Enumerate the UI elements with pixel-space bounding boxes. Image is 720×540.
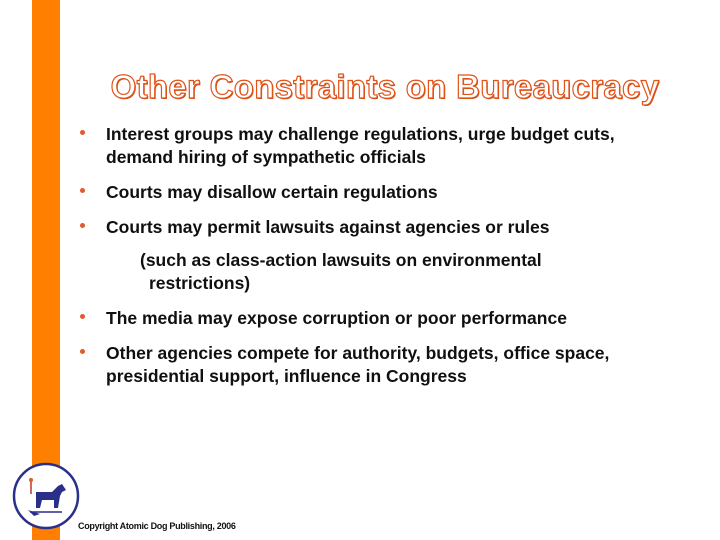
copyright-text: Copyright Atomic Dog Publishing, 2006 <box>78 521 236 531</box>
bullet-text: Other agencies compete for authority, budgets, office space, presidential support, influence in Congress <box>106 343 610 386</box>
sub-note-line-2: restrictions) <box>149 273 251 293</box>
bullet-text: Courts may permit lawsuits against agencies or rules <box>106 217 550 237</box>
slide-title: Other Constraints on Bureaucracy <box>110 68 660 105</box>
bullet-list <box>78 123 678 400</box>
bullet-text: Courts may disallow certain regulations <box>106 182 438 202</box>
bullet-dot-icon <box>80 314 85 319</box>
bullet-dot-icon <box>80 130 85 135</box>
bullet-item <box>78 307 678 330</box>
bullet-dot-icon <box>80 223 85 228</box>
bullet-item <box>78 216 678 239</box>
bullet-item <box>78 123 678 169</box>
bullet-dot-icon <box>80 349 85 354</box>
bullet-text: Interest groups may challenge regulations, urge budget cuts, demand hiring of sympathetic officials <box>106 124 615 167</box>
atomic-dog-logo-icon <box>12 462 80 530</box>
bullet-text: The media may expose corruption or poor performance <box>106 308 567 328</box>
bullet-dot-icon <box>80 188 85 193</box>
bullet-sub-note <box>78 249 678 295</box>
bullet-item <box>78 181 678 204</box>
sub-note-line-1: (such as class-action lawsuits on environmental <box>140 250 542 270</box>
bullet-item <box>78 342 678 388</box>
orange-side-bar <box>32 0 60 540</box>
